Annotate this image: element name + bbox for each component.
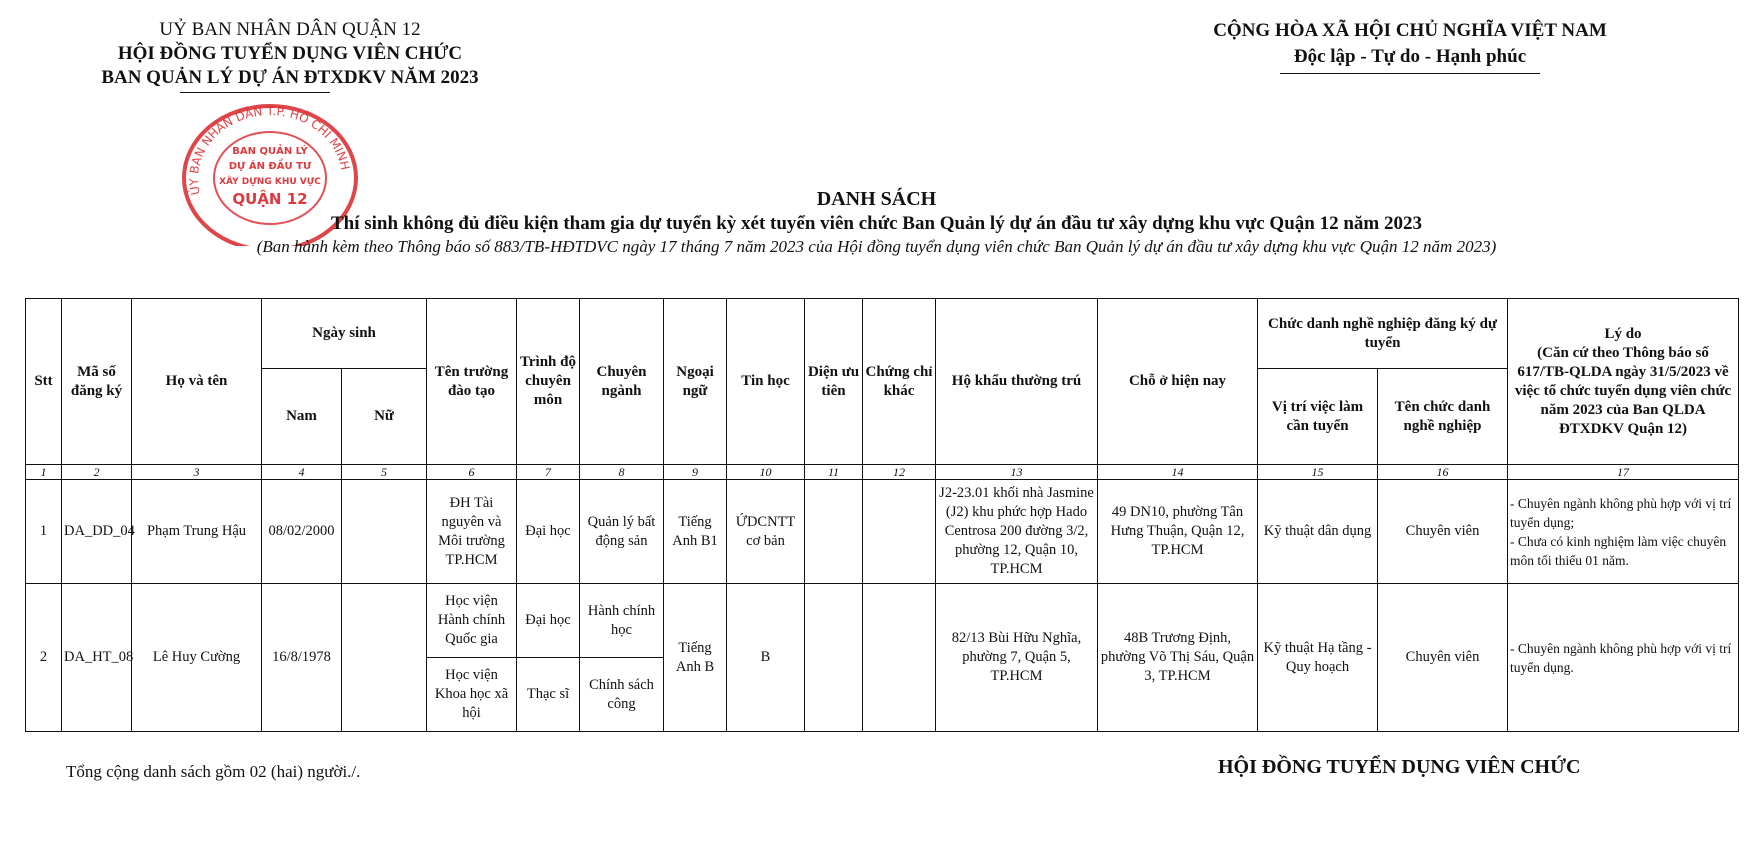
header-ly-do-note: (Căn cứ theo Thông báo số 617/TB-QLDA ngày 31/5/2023 về việc tổ chức tuyển dụng viên chức năm 2023 của Ban QLDA ĐTXDKV Quận 12) bbox=[1514, 344, 1732, 437]
national-title: CỘNG HÒA XÃ HỘI CHỦ NGHĨA VIỆT NAM bbox=[1213, 20, 1607, 41]
index-cell: 3 bbox=[132, 465, 262, 480]
issuer-underline bbox=[180, 92, 330, 93]
cell-nam: 08/02/2000 bbox=[262, 480, 342, 584]
index-cell: 12 bbox=[863, 465, 936, 480]
index-cell: 1 bbox=[26, 465, 62, 480]
reason-line: - Chuyên ngành không phù hợp với vị trí tuyển dụng. bbox=[1510, 640, 1732, 675]
national-header bbox=[1150, 18, 1670, 74]
cell-ho-khau: J2-23.01 khối nhà Jasmine (J2) khu phức hợp Hado Centrosa 200 đường 3/2, phường 12, Quận 10, TP.HCM bbox=[936, 480, 1098, 584]
index-cell: 15 bbox=[1258, 465, 1378, 480]
document-titles bbox=[0, 186, 1753, 258]
signatory-title: HỘI ĐỒNG TUYỂN DỤNG VIÊN CHỨC bbox=[1218, 756, 1581, 778]
header-chung-chi: Chứng chỉ khác bbox=[863, 299, 936, 465]
index-cell: 17 bbox=[1508, 465, 1739, 480]
header-chuc-danh: Chức danh nghề nghiệp đăng ký dự tuyển bbox=[1258, 299, 1508, 369]
header-truong: Tên trường đào tạo bbox=[427, 299, 517, 465]
issuer-header bbox=[40, 18, 540, 93]
column-index-row bbox=[26, 465, 1739, 480]
index-cell: 10 bbox=[727, 465, 805, 480]
cell-ngoai-ngu: Tiếng Anh B bbox=[664, 584, 727, 732]
index-cell: 8 bbox=[580, 465, 664, 480]
cell-chuyen-nganh: Hành chính học bbox=[580, 584, 664, 658]
cell-trinh-do: Thạc sĩ bbox=[517, 658, 580, 732]
header-ly-do bbox=[1508, 299, 1739, 465]
index-cell: 9 bbox=[664, 465, 727, 480]
cell-vi-tri: Kỹ thuật dân dụng bbox=[1258, 480, 1378, 584]
index-cell: 6 bbox=[427, 465, 517, 480]
cell-vi-tri: Kỹ thuật Hạ tầng - Quy hoạch bbox=[1258, 584, 1378, 732]
reason-line: - Chưa có kinh nghiệm làm việc chuyên môn tối thiểu 01 năm. bbox=[1510, 533, 1727, 568]
national-motto: Độc lập - Tự do - Hạnh phúc bbox=[1293, 46, 1527, 67]
motto-underline bbox=[1280, 73, 1540, 74]
cell-nu bbox=[342, 584, 427, 732]
document-title: DANH SÁCH bbox=[816, 188, 937, 210]
header-cho-o: Chỗ ở hiện nay bbox=[1098, 299, 1258, 465]
cell-ten-chuc-danh: Chuyên viên bbox=[1378, 584, 1508, 732]
cell-ten-chuc-danh: Chuyên viên bbox=[1378, 480, 1508, 584]
header-ho-ten: Họ và tên bbox=[132, 299, 262, 465]
cell-stt: 1 bbox=[26, 480, 62, 584]
index-cell: 2 bbox=[62, 465, 132, 480]
document-note: (Ban hành kèm theo Thông báo số 883/TB-HĐTDVC ngày 17 tháng 7 năm 2023 của Hội đồng tuyển dụng viên chức Ban Quản lý dự án đầu tư xây dựng khu vực Quận 12 năm 2023) bbox=[256, 237, 1497, 256]
seal-ring-text: ỦY BAN NHÂN DÂN T.P. HỒ CHÍ MINH bbox=[186, 104, 353, 197]
index-cell: 14 bbox=[1098, 465, 1258, 480]
header-ngoai-ngu: Ngoại ngữ bbox=[664, 299, 727, 465]
issuer-line-3: BAN QUẢN LÝ DỰ ÁN ĐTXDKV NĂM 2023 bbox=[101, 67, 479, 88]
cell-ma-so: DA_DD_04 bbox=[62, 480, 132, 584]
seal-line-4: QUẬN 12 bbox=[232, 190, 308, 208]
header-nu: Nữ bbox=[342, 369, 427, 465]
cell-truong: ĐH Tài nguyên và Môi trường TP.HCM bbox=[427, 480, 517, 584]
cell-tin-hoc: B bbox=[727, 584, 805, 732]
table-row bbox=[26, 584, 1739, 658]
header-ly-do-title: Lý do bbox=[1604, 325, 1642, 342]
index-cell: 7 bbox=[517, 465, 580, 480]
header-tin-hoc: Tin học bbox=[727, 299, 805, 465]
header-trinh-do: Trình độ chuyên môn bbox=[517, 299, 580, 465]
cell-trinh-do: Đại học bbox=[517, 584, 580, 658]
cell-trinh-do: Đại học bbox=[517, 480, 580, 584]
cell-stt: 2 bbox=[26, 584, 62, 732]
header-chuyen-nganh: Chuyên ngành bbox=[580, 299, 664, 465]
issuer-line-1: UỶ BAN NHÂN DÂN QUẬN 12 bbox=[159, 19, 421, 40]
cell-ngoai-ngu: Tiếng Anh B1 bbox=[664, 480, 727, 584]
index-cell: 13 bbox=[936, 465, 1098, 480]
cell-nam: 16/8/1978 bbox=[262, 584, 342, 732]
document-subtitle: Thí sinh không đủ điều kiện tham gia dự tuyển kỳ xét tuyển viên chức Ban Quản lý dự án đầu tư xây dựng khu vực Quận 12 năm 2023 bbox=[330, 213, 1422, 234]
header-nam: Nam bbox=[262, 369, 342, 465]
cell-ly-do bbox=[1508, 480, 1739, 584]
total-count-note: Tổng cộng danh sách gồm 02 (hai) người./. bbox=[66, 762, 361, 781]
header-stt: Stt bbox=[26, 299, 62, 465]
header-ma-so: Mã số đăng ký bbox=[62, 299, 132, 465]
cell-nu bbox=[342, 480, 427, 584]
seal-line-3: XÂY DỰNG KHU VỰC bbox=[219, 177, 321, 187]
index-cell: 11 bbox=[805, 465, 863, 480]
cell-dien-uu-tien bbox=[805, 584, 863, 732]
candidate-table bbox=[25, 298, 1739, 732]
cell-cho-o: 49 DN10, phường Tân Hưng Thuận, Quận 12, TP.HCM bbox=[1098, 480, 1258, 584]
cell-tin-hoc: ỨDCNTT cơ bản bbox=[727, 480, 805, 584]
reason-line: - Chuyên ngành không phù hợp với vị trí tuyển dụng; bbox=[1510, 495, 1732, 530]
header-ngay-sinh: Ngày sinh bbox=[262, 299, 427, 369]
index-cell: 16 bbox=[1378, 465, 1508, 480]
table-row bbox=[26, 480, 1739, 584]
index-cell: 5 bbox=[342, 465, 427, 480]
cell-ho-ten: Phạm Trung Hậu bbox=[132, 480, 262, 584]
cell-chung-chi bbox=[863, 584, 936, 732]
cell-chung-chi bbox=[863, 480, 936, 584]
header-dien-uu-tien: Diện ưu tiên bbox=[805, 299, 863, 465]
seal-line-1: BAN QUẢN LÝ bbox=[232, 146, 308, 157]
cell-dien-uu-tien bbox=[805, 480, 863, 584]
cell-truong: Học viện Khoa học xã hội bbox=[427, 658, 517, 732]
header-ten-chuc-danh: Tên chức danh nghề nghiệp bbox=[1378, 369, 1508, 465]
index-cell: 4 bbox=[262, 465, 342, 480]
cell-chuyen-nganh: Chính sách công bbox=[580, 658, 664, 732]
seal-line-2: DỰ ÁN ĐẦU TƯ bbox=[228, 161, 312, 172]
cell-cho-o: 48B Trương Định, phường Võ Thị Sáu, Quận 3, TP.HCM bbox=[1098, 584, 1258, 732]
header-vi-tri: Vị trí việc làm cần tuyển bbox=[1258, 369, 1378, 465]
cell-ly-do bbox=[1508, 584, 1739, 732]
cell-truong: Học viện Hành chính Quốc gia bbox=[427, 584, 517, 658]
cell-chuyen-nganh: Quản lý bất động sản bbox=[580, 480, 664, 584]
issuer-line-2: HỘI ĐỒNG TUYỂN DỤNG VIÊN CHỨC bbox=[117, 43, 463, 64]
cell-ma-so: DA_HT_08 bbox=[62, 584, 132, 732]
header-ho-khau: Hộ khẩu thường trú bbox=[936, 299, 1098, 465]
cell-ho-ten: Lê Huy Cường bbox=[132, 584, 262, 732]
cell-ho-khau: 82/13 Bùi Hữu Nghĩa, phường 7, Quận 5, TP.HCM bbox=[936, 584, 1098, 732]
